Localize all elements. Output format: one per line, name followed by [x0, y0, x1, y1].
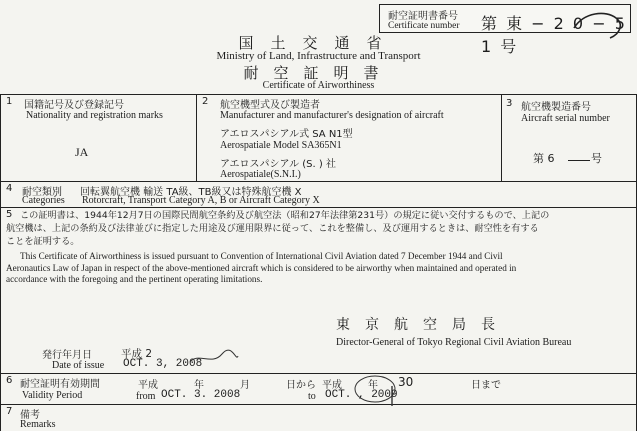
- handwritten-mark: [570, 8, 630, 44]
- certificate-title-en: Certificate of Airworthiness: [262, 80, 375, 91]
- validity-from-jp-end: 日から: [286, 380, 316, 391]
- validity-from-jp-prefix: 平成: [138, 380, 158, 391]
- validity-from-jp-month: 月: [240, 380, 250, 391]
- divider: [0, 207, 637, 208]
- box5-text-jp-line: ことを証明する。: [6, 236, 80, 247]
- box5-number: 5: [6, 209, 13, 220]
- validity-to-jp-prefix: 平成: [322, 380, 342, 391]
- issue-date-label-en: Date of issue: [52, 360, 105, 371]
- box6-label-jp: 耐空証明有効期間: [20, 379, 100, 390]
- divider: [0, 373, 637, 374]
- manufacturer-en: Aerospatiale(S.N.I.): [220, 169, 301, 180]
- divider: [0, 404, 637, 405]
- serial-number-prefix: 第 6: [533, 152, 555, 165]
- stamp-mark: [188, 348, 240, 370]
- box7-label-en: Remarks: [20, 419, 56, 430]
- box3-number: 3: [506, 98, 513, 109]
- box4-number: 4: [6, 183, 13, 194]
- categories-jp: 回転翼航空機 輸送 TA級、TB級又は特殊航空機 X: [80, 187, 302, 198]
- box5-text-en-line: This Certificate of Airworthiness is issued pursuant to Convention of International Civil Aviation dated 7 December 1944 and Civil: [20, 251, 503, 261]
- certificate-number-value: 第 東 − 2 0 − 5 1 号: [481, 14, 627, 56]
- stamp-mark: [382, 384, 402, 408]
- box5-text-jp-line: この証明書は、1944年12月7日の国際民間航空条約及び航空法（昭和27年法律第231号）の規定に従い交付するもので、上記の: [20, 210, 550, 221]
- validity-to-en-label: to: [308, 391, 316, 402]
- box5-text-jp-line: 航空機は、上記の条約及び法律並びに指定した用途及び運用限界に従って、これを整備し、及び運用するときは、耐空性を有する: [6, 223, 539, 234]
- box4-label-en: Categories: [22, 195, 65, 206]
- certificate-number-label-en: Certificate number: [388, 21, 460, 31]
- box2-number: 2: [202, 96, 209, 107]
- box3-label-en: Aircraft serial number: [521, 113, 610, 124]
- box6-label-en: Validity Period: [22, 390, 83, 401]
- validity-to-jp-day: 30: [398, 375, 414, 389]
- divider: [0, 94, 1, 431]
- certificate-title-jp: 耐空証明書: [243, 64, 394, 82]
- issue-date-label-jp: 発行年月日: [42, 350, 92, 361]
- box2-label-jp: 航空機型式及び製造者: [220, 100, 320, 111]
- validity-to-jp-mid: 年: [368, 380, 378, 391]
- validity-from-en-label: from: [136, 391, 156, 402]
- ministry-name-jp: 国土交通省: [238, 34, 399, 52]
- manufacturer-jp: アエロスパシアル (S. ) 社: [220, 159, 336, 170]
- ministry-name-en: Ministry of Land, Infrastructure and Transport: [216, 50, 421, 62]
- box1-number: 1: [6, 96, 13, 107]
- validity-from-jp-year: 年: [194, 380, 204, 391]
- box5-text-en-line: Aeronautics Law of Japan in respect of the above-mentioned aircraft which is considered to be airworthy when maintained and operated in: [6, 262, 517, 273]
- box7-label-jp: 備考: [20, 410, 40, 421]
- box2-label-en: Manufacturer and manufacturer's designation of aircraft: [220, 110, 444, 121]
- serial-number-suffix: 号: [591, 152, 602, 165]
- box4-label-jp: 耐空類別: [22, 187, 62, 198]
- box5-text-en-line: accordance with the foregoing and the pertinent operating limitations.: [6, 274, 263, 284]
- box5-text-en: [6, 251, 632, 286]
- validity-to-en: OCT. , 2009: [325, 389, 398, 401]
- divider: [0, 94, 637, 95]
- serial-number-blank: [568, 160, 590, 161]
- divider: [0, 181, 637, 182]
- divider: [196, 94, 197, 181]
- validity-from-en: OCT. 3. 2008: [161, 389, 241, 401]
- validity-to-jp-end: 日まで: [471, 380, 501, 391]
- box3-label-jp: 航空機製造番号: [521, 102, 591, 113]
- registration-mark-value: JA: [75, 145, 89, 159]
- divider: [501, 94, 502, 181]
- issuer-name-en: Director-General of Tokyo Regional Civil Aviation Bureau: [336, 337, 572, 348]
- box7-number: 7: [6, 406, 13, 417]
- aircraft-type-en: Aerospatiale Model SA365N1: [220, 140, 342, 151]
- aircraft-type-jp: アエロスパシアル式 SA N1型: [220, 129, 353, 140]
- issuer-name-jp: 東京航空局長: [336, 317, 510, 333]
- certificate-number-label-jp: 耐空証明書番号: [388, 11, 458, 22]
- box1-label-jp: 国籍記号及び登録記号: [24, 100, 124, 111]
- issue-date-en: OCT. 3, 2008: [123, 358, 203, 370]
- box6-number: 6: [6, 375, 13, 386]
- box1-label-en: Nationality and registration marks: [26, 110, 163, 121]
- categories-en: Rotorcraft, Transport Category A, B or Aircraft Category X: [82, 195, 320, 206]
- box5-text-jp: [6, 209, 632, 248]
- issue-date-jp: 平成 2: [121, 348, 153, 360]
